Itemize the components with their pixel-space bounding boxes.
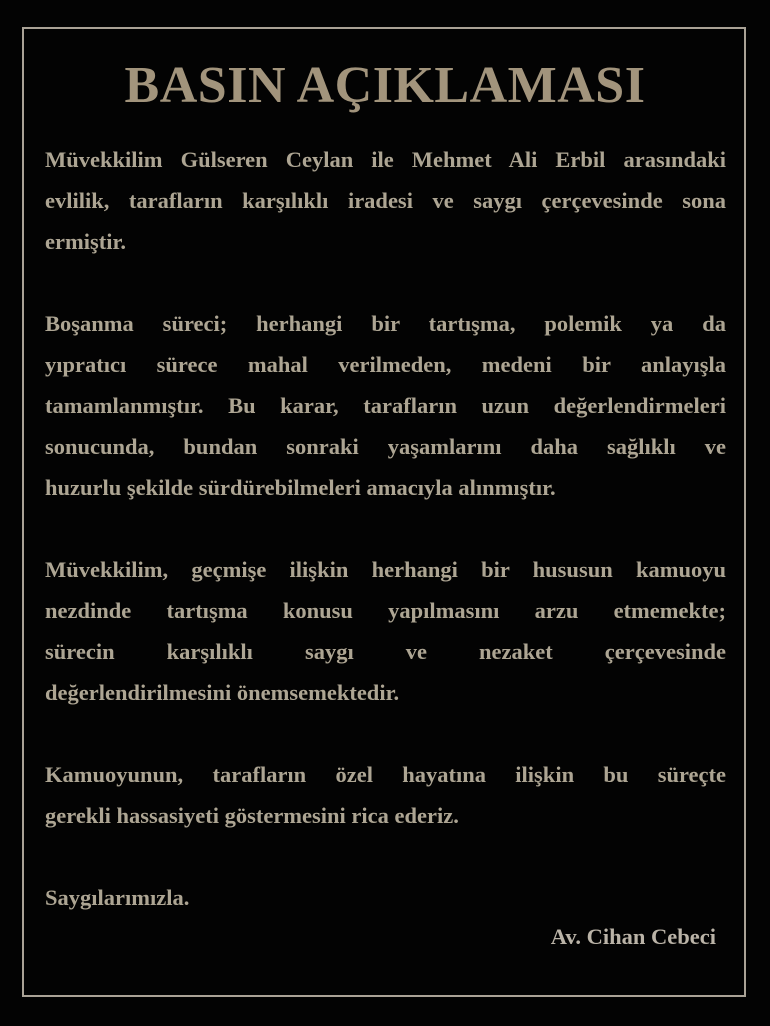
text-line: ermiştir.: [45, 229, 127, 254]
paragraph-gap: [45, 508, 726, 549]
text-line: evlilik, tarafların karşılıklı iradesi ve saygı çerçevesinde sona: [45, 188, 726, 213]
text-line: Müvekkilim, geçmişe ilişkin herhangi bir hususun kamuoyu: [45, 557, 726, 582]
text-line: Saygılarımızla.: [45, 885, 190, 910]
paragraph: [45, 139, 726, 262]
paragraph: [45, 877, 726, 918]
text-line: gerekli hassasiyeti göstermesini rica ederiz.: [45, 803, 459, 828]
document-body: [45, 139, 726, 918]
text-line: tamamlanmıştır. Bu karar, tarafların uzun değerlendirmeleri: [45, 393, 726, 418]
document-title: BASIN AÇIKLAMASI: [124, 57, 646, 114]
paragraph: [45, 303, 726, 508]
paragraph: [45, 549, 726, 713]
text-line: sürecin karşılıklı saygı ve nezaket çerçevesinde: [45, 639, 726, 664]
paragraph-gap: [45, 836, 726, 877]
text-line: yıpratıcı sürece mahal verilmeden, medeni bir anlayışla: [45, 352, 726, 377]
text-line: nezdinde tartışma konusu yapılmasını arzu etmemekte;: [45, 598, 726, 623]
text-line: değerlendirilmesini önemsemektedir.: [45, 680, 400, 705]
text-line: Boşanma süreci; herhangi bir tartışma, polemik ya da: [45, 311, 726, 336]
text-line: Müvekkilim Gülseren Ceylan ile Mehmet Ali Erbil arasındaki: [45, 147, 726, 172]
text-line: huzurlu şekilde sürdürebilmeleri amacıyla alınmıştır.: [45, 475, 556, 500]
signature: Av. Cihan Cebeci: [550, 924, 716, 949]
text-line: Kamuoyunun, tarafların özel hayatına ilişkin bu süreçte: [45, 762, 726, 787]
paragraph-gap: [45, 713, 726, 754]
paragraph-gap: [45, 262, 726, 303]
paragraph: [45, 754, 726, 836]
text-line: sonucunda, bundan sonraki yaşamlarını daha sağlıklı ve: [45, 434, 726, 459]
